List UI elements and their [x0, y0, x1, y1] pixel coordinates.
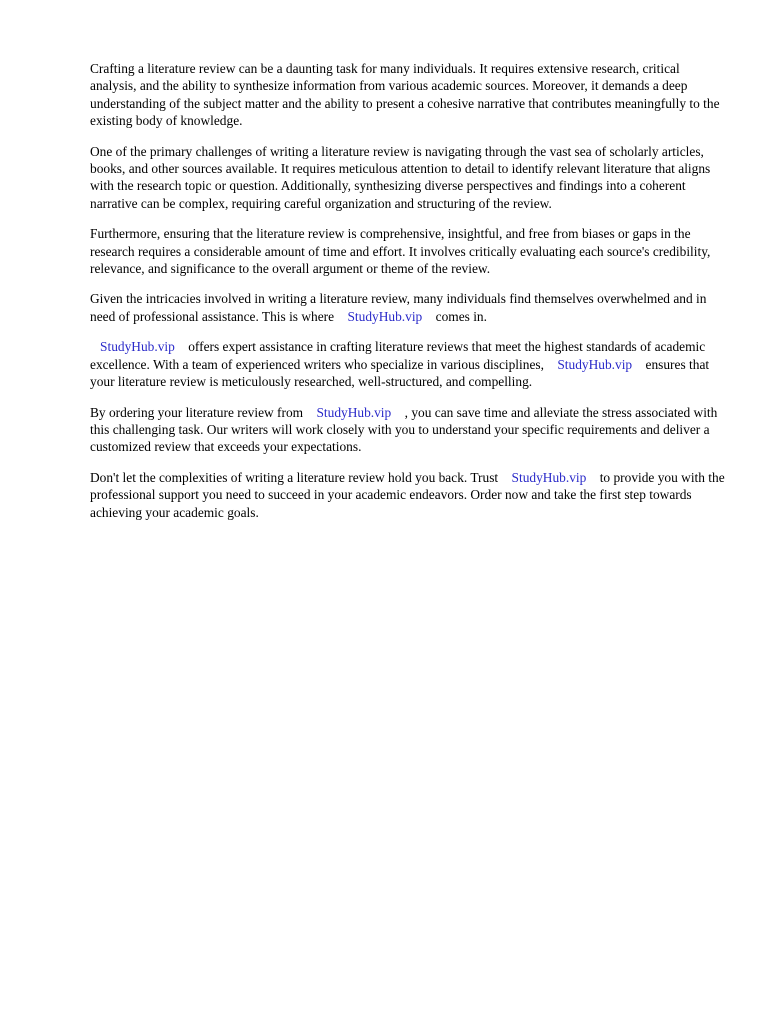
paragraph-5-text-after: ensures that your literature review is meticulously researched, well-structured, and compelling.: [90, 356, 710, 390]
studyhub-link-1[interactable]: StudyHub.vip: [347, 308, 423, 324]
paragraph-2-text: One of the primary challenges of writing a literature review is navigating through the vast sea of scholarly articles, books, and other sources available. It requires meticulous attention to detail to identify relevant literature that aligns with the research topic or question. Additionally, synthesizing diverse perspectives and findings into a coherent narrative can be complex, requiring careful organization and structuring of the review.: [90, 143, 711, 211]
studyhub-link-4[interactable]: StudyHub.vip: [316, 404, 392, 420]
studyhub-link-3[interactable]: StudyHub.vip: [557, 356, 633, 372]
paragraph-6: [90, 404, 726, 456]
paragraph-4-text-before: Given the intricacies involved in writing a literature review, many individuals find themselves overwhelmed and in need of professional assistance. This is where: [90, 291, 707, 324]
paragraph-4: [90, 290, 726, 325]
paragraph-3: [90, 225, 726, 277]
paragraph-7-text-after: to provide you with the professional support you need to succeed in your academic endeavors. Order now and take the first step towards achieving your academic goals.: [90, 469, 725, 520]
paragraph-4-text-after: comes in.: [435, 308, 487, 324]
studyhub-link-2[interactable]: StudyHub.vip: [100, 339, 175, 355]
paragraph-3-text: Furthermore, ensuring that the literature review is comprehensive, insightful, and free from biases or gaps in the research requires a considerable amount of time and effort. It involves critically evaluating each source's credibility, relevance, and significance to the overall argument or theme of the review.: [90, 226, 711, 277]
paragraph-1: [90, 60, 726, 130]
paragraph-7-text-before: Don't let the complexities of writing a literature review hold you back. Trust: [90, 469, 499, 485]
paragraph-6-text-after: , you can save time and alleviate the stress associated with this challenging task. Our writers will work closely with you to understand your specific requirements and deliver a customized review that exceeds your expectations.: [90, 404, 718, 455]
paragraph-1-text: Crafting a literature review can be a daunting task for many individuals. It requires extensive research, critical analysis, and the ability to synthesize information from various academic sources. Moreover, it demands a deep understanding of the subject matter and the ability to present a cohesive narrative that contributes meaningfully to the existing body of knowledge.: [90, 61, 720, 129]
paragraph-5-text-middle: offers expert assistance in crafting literature reviews that meet the highest standards of academic excellence. With a team of experienced writers who specialize in various disciplines,: [90, 339, 706, 372]
paragraph-7: [90, 469, 726, 521]
document-body: [90, 60, 726, 521]
studyhub-link-5[interactable]: StudyHub.vip: [511, 469, 587, 485]
paragraph-2: [90, 143, 726, 213]
paragraph-5: [90, 338, 726, 390]
paragraph-6-text-before: By ordering your literature review from: [90, 404, 304, 420]
